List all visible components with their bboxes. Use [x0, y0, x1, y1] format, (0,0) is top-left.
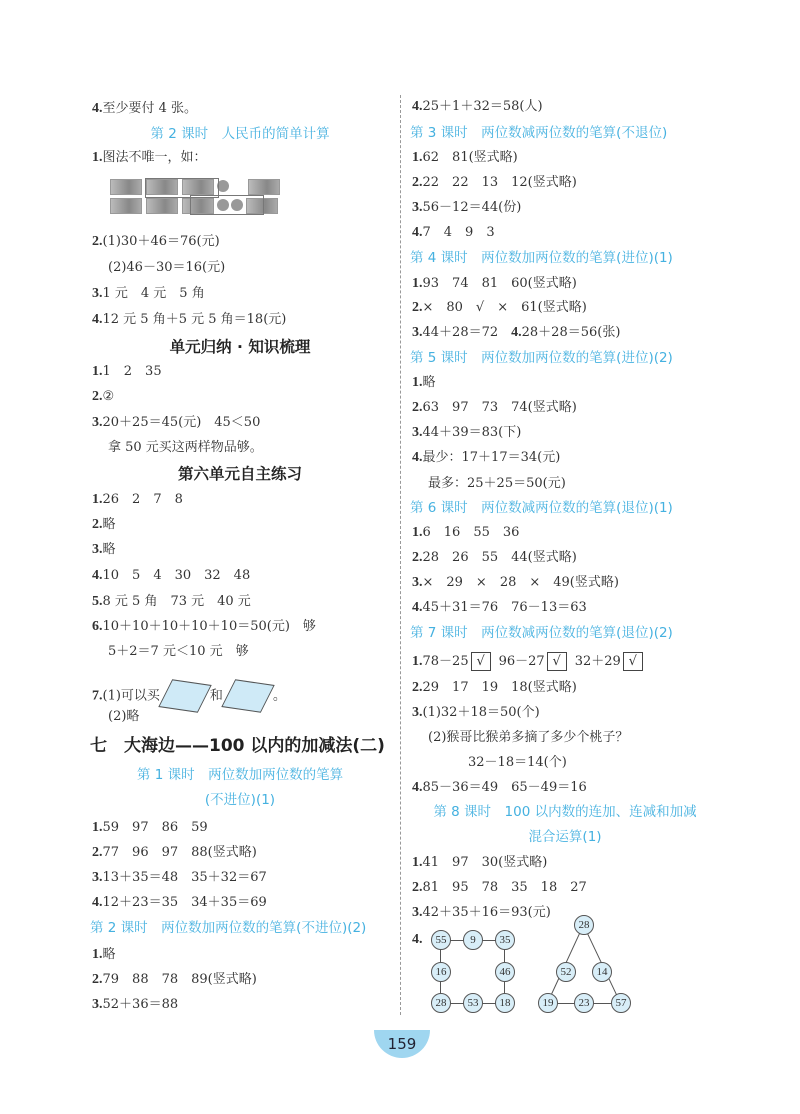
- banknote-icon: [146, 198, 178, 214]
- answer-line: [412, 575, 619, 591]
- answer-line: [412, 600, 587, 616]
- answer-text: ②: [102, 389, 115, 404]
- answer-text: 26 2 7 8: [102, 492, 183, 507]
- answer-text: 图法不唯一，如：: [102, 150, 207, 165]
- item-number: 1.: [92, 947, 103, 962]
- answer-line: [92, 312, 286, 328]
- answer-line: [108, 709, 139, 725]
- banknote-icon: [110, 198, 142, 214]
- item-number: 1.: [92, 492, 103, 507]
- answer-line: [92, 870, 267, 886]
- item-number: 2.: [92, 389, 103, 404]
- answer-line: [412, 200, 521, 216]
- checkmark-box: √: [547, 652, 567, 671]
- section-heading: 第 4 课时 两位数加两位数的笔算(进位)(1): [410, 250, 673, 266]
- answer-line: [92, 895, 267, 911]
- item-number: 4.: [412, 225, 423, 240]
- answer-line: [108, 644, 249, 660]
- answer-text: × 29 × 28 × 49(竖式略): [422, 575, 619, 590]
- item-number: 3.: [412, 325, 423, 340]
- answer-text: 32－18＝14(个): [468, 755, 567, 770]
- answer-line: [412, 652, 651, 671]
- expression-text: 96－27: [498, 654, 545, 669]
- item-number: 2.: [412, 400, 423, 415]
- answer-text: 最多：25＋25＝50(元): [428, 476, 566, 491]
- number-circle: 19: [538, 993, 558, 1013]
- item-number: 3.: [412, 200, 423, 215]
- selection-box: [190, 195, 264, 215]
- answer-text: 略: [422, 375, 436, 390]
- answer-text: (2)猴哥比猴弟多摘了多少个桃子？: [428, 730, 629, 745]
- item-number: 4.: [92, 101, 103, 116]
- answer-line: [412, 450, 560, 466]
- answer-line: [412, 880, 587, 896]
- item-number: 3.: [92, 997, 103, 1012]
- answer-line: [92, 682, 286, 710]
- answer-line: [412, 550, 577, 566]
- number-circle: 16: [431, 962, 451, 982]
- page-number: 159: [374, 1030, 430, 1058]
- answer-line: [412, 525, 519, 541]
- answer-text: 5＋2＝7 元＜10 元 够: [108, 644, 249, 659]
- item-number: 4.: [92, 568, 103, 583]
- answer-text: 1 元 4 元 5 角: [102, 286, 205, 301]
- answer-line: [92, 150, 207, 166]
- item-number: 2.: [412, 550, 423, 565]
- answer-text: 至少要付 4 张。: [102, 101, 198, 116]
- answer-text: × 80 √ × 61(竖式略): [422, 300, 587, 315]
- answer-text: 63 97 73 74(竖式略): [422, 400, 577, 415]
- answer-line: [412, 400, 577, 416]
- item-number: 7.: [92, 688, 103, 704]
- section-heading: 第 2 课时 人民币的简单计算: [150, 126, 330, 142]
- expression-text: 32＋29: [574, 654, 621, 669]
- answer-text: (1)32＋18＝50(个): [422, 705, 540, 720]
- section-heading: 第 5 课时 两位数加两位数的笔算(进位)(2): [410, 350, 673, 366]
- money-illustration: [108, 178, 308, 212]
- answer-text: 20＋25＝45(元) 45＜50: [102, 415, 261, 430]
- answer-line: [92, 364, 162, 380]
- checkmark-box: √: [471, 652, 491, 671]
- item-number: 5.: [92, 594, 103, 609]
- answer-text: 略: [102, 517, 116, 532]
- answer-text: 和: [209, 688, 223, 704]
- answer-text: 6 16 55 36: [422, 525, 520, 540]
- answer-line: [412, 276, 577, 292]
- answer-text: 59 97 86 59: [102, 820, 208, 835]
- answer-line: [92, 594, 251, 610]
- item-number: 6.: [92, 619, 103, 634]
- answer-text: 29 17 19 18(竖式略): [422, 680, 577, 695]
- number-circle: 23: [574, 993, 594, 1013]
- item-number: 4.: [511, 325, 522, 340]
- item-number: 1.: [412, 525, 423, 540]
- item-number: 3.: [92, 286, 103, 301]
- answer-text: 13＋35＝48 35＋32＝67: [102, 870, 267, 885]
- section-heading: 七 大海边——100 以内的加减法(二): [90, 736, 385, 756]
- answer-text: 10＋10＋10＋10＋10＝50(元) 够: [102, 619, 316, 634]
- answer-text: 44＋28＝72: [422, 325, 512, 340]
- item-number: 1.: [92, 150, 103, 165]
- section-heading: 第 1 课时 两位数加两位数的笔算: [136, 767, 344, 783]
- answer-text: (2)略: [108, 709, 140, 724]
- item-number: 2.: [92, 517, 103, 532]
- item-number: 4.: [412, 780, 423, 795]
- banknote-icon: [248, 179, 280, 195]
- section-heading: 第 6 课时 两位数减两位数的笔算(退位)(1): [410, 500, 673, 516]
- answer-text: 25＋1＋32＝58(人): [422, 99, 543, 114]
- answer-line: [412, 325, 620, 341]
- section-heading: 混合运算(1): [528, 829, 602, 845]
- answer-line: [412, 680, 577, 696]
- answer-text: 7 4 9 3: [422, 225, 495, 240]
- answer-line: [92, 947, 116, 963]
- answer-text: 79 88 78 89(竖式略): [102, 972, 257, 987]
- answer-text: 85－36＝49 65－49＝16: [422, 780, 587, 795]
- section-heading: 第 7 课时 两位数减两位数的笔算(退位)(2): [410, 625, 673, 641]
- answer-line: [412, 425, 521, 441]
- item-number: 2.: [412, 175, 423, 190]
- item-number: 3.: [92, 870, 103, 885]
- answer-line: [92, 997, 178, 1013]
- answer-text: 77 96 97 88(竖式略): [102, 845, 257, 860]
- item-number: 1.: [412, 150, 423, 165]
- answer-text: 44＋39＝83(下): [422, 425, 522, 440]
- item-number: 4.: [412, 99, 423, 114]
- item-number: 3.: [412, 705, 423, 720]
- answer-line: [412, 150, 518, 166]
- section-heading: 单元归纳 · 知识梳理: [169, 338, 311, 356]
- item-number: 2.: [92, 845, 103, 860]
- answer-line: [92, 415, 260, 431]
- answer-text: 28＋28＝56(张): [521, 325, 621, 340]
- answer-line: [412, 375, 436, 391]
- answer-text: 41 97 30(竖式略): [422, 855, 548, 870]
- answer-text: 拿 50 元买这两样物品够。: [108, 440, 263, 455]
- number-circle: 28: [431, 993, 451, 1013]
- item-number: 2.: [412, 680, 423, 695]
- answer-text: 12＋23＝35 34＋35＝69: [102, 895, 267, 910]
- section-heading: 第 2 课时 两位数加两位数的笔算(不进位)(2): [90, 920, 367, 936]
- item-number: 1.: [92, 820, 103, 835]
- number-circle: 18: [495, 993, 515, 1013]
- answer-line: [92, 286, 205, 302]
- section-heading: (不进位)(1): [204, 792, 276, 808]
- answer-line: [412, 300, 587, 316]
- book-icon: [158, 679, 211, 713]
- answer-line: [428, 476, 566, 492]
- item-number: 4.: [92, 895, 103, 910]
- answer-text: 28 26 55 44(竖式略): [422, 550, 577, 565]
- answer-line: [92, 972, 257, 988]
- answer-text: 81 95 78 35 18 27: [422, 880, 587, 895]
- number-circle: 57: [611, 993, 631, 1013]
- number-circle: 53: [463, 993, 483, 1013]
- checkmark-box: √: [623, 652, 643, 671]
- item-number: 1.: [412, 855, 423, 870]
- answer-text: 8 元 5 角 73 元 40 元: [102, 594, 251, 609]
- answer-text: 22 22 13 12(竖式略): [422, 175, 577, 190]
- answer-text: 。: [272, 688, 286, 704]
- item-number: 1.: [412, 654, 423, 669]
- answer-text: 56－12＝44(份): [422, 200, 522, 215]
- answer-line: [412, 932, 423, 948]
- book-icon: [221, 679, 274, 713]
- answer-text: (1)可以买: [102, 688, 160, 704]
- column-divider: [400, 95, 401, 1015]
- answer-line: [92, 101, 197, 117]
- item-number: 4.: [412, 450, 423, 465]
- answer-line: [412, 99, 543, 115]
- answer-text: 略: [102, 947, 116, 962]
- number-circle: 28: [574, 915, 594, 935]
- item-number: 4.: [412, 600, 423, 615]
- answer-line: [92, 542, 116, 558]
- answer-text: 12 元 5 角＋5 元 5 角＝18(元): [102, 312, 287, 327]
- item-number: 3.: [92, 542, 103, 557]
- answer-text: (2)46－30＝16(元): [108, 260, 226, 275]
- item-number: 3.: [92, 415, 103, 430]
- expression-text: 78－25: [422, 654, 469, 669]
- answer-text: 42＋35＋16＝93(元): [422, 905, 551, 920]
- answer-line: [92, 820, 208, 836]
- answer-text: 93 74 81 60(竖式略): [422, 276, 577, 291]
- number-circle: 46: [495, 962, 515, 982]
- item-number: 3.: [412, 905, 423, 920]
- answer-line: [108, 440, 263, 456]
- answer-line: [428, 730, 628, 746]
- number-circle: 52: [556, 962, 576, 982]
- banknote-icon: [110, 179, 142, 195]
- item-number: 2.: [92, 972, 103, 987]
- answer-line: [412, 855, 547, 871]
- answer-line: [92, 517, 116, 533]
- answer-line: [412, 175, 577, 191]
- answer-line: [412, 780, 587, 796]
- item-number: 1.: [412, 276, 423, 291]
- number-circle: 35: [495, 930, 515, 950]
- answer-line: [412, 905, 551, 921]
- item-number: 4.: [412, 932, 423, 947]
- section-heading: 第六单元自主练习: [177, 465, 302, 483]
- answer-text: 52＋36＝88: [102, 997, 179, 1012]
- answer-text: (1)30＋46＝76(元): [102, 234, 220, 249]
- item-number: 3.: [412, 575, 423, 590]
- answer-line: [412, 705, 540, 721]
- item-number: 2.: [92, 234, 103, 249]
- answer-text: 45＋31＝76 76－13＝63: [422, 600, 587, 615]
- number-circle: 14: [592, 962, 612, 982]
- answer-text: 1 2 35: [102, 364, 162, 379]
- section-heading: 第 3 课时 两位数减两位数的笔算(不退位): [410, 125, 668, 141]
- answer-line: [92, 389, 114, 405]
- answer-line: [108, 260, 225, 276]
- answer-line: [92, 845, 257, 861]
- answer-text: 最少：17＋17＝34(元): [422, 450, 561, 465]
- item-number: 3.: [412, 425, 423, 440]
- number-circle: 55: [431, 930, 451, 950]
- answer-line: [92, 568, 250, 584]
- answer-text: 62 81(竖式略): [422, 150, 518, 165]
- item-number: 1.: [412, 375, 423, 390]
- item-number: 1.: [92, 364, 103, 379]
- answer-line: [412, 225, 495, 241]
- item-number: 2.: [412, 880, 423, 895]
- answer-text: 10 5 4 30 32 48: [102, 568, 251, 583]
- section-heading: 第 8 课时 100 以内数的连加、连减和加减: [433, 804, 697, 820]
- answer-text: 略: [102, 542, 116, 557]
- answer-line: [92, 234, 220, 250]
- answer-line: [92, 619, 316, 635]
- number-circle: 9: [463, 930, 483, 950]
- item-number: 4.: [92, 312, 103, 327]
- item-number: 2.: [412, 300, 423, 315]
- answer-line: [92, 492, 183, 508]
- answer-line: [468, 755, 567, 771]
